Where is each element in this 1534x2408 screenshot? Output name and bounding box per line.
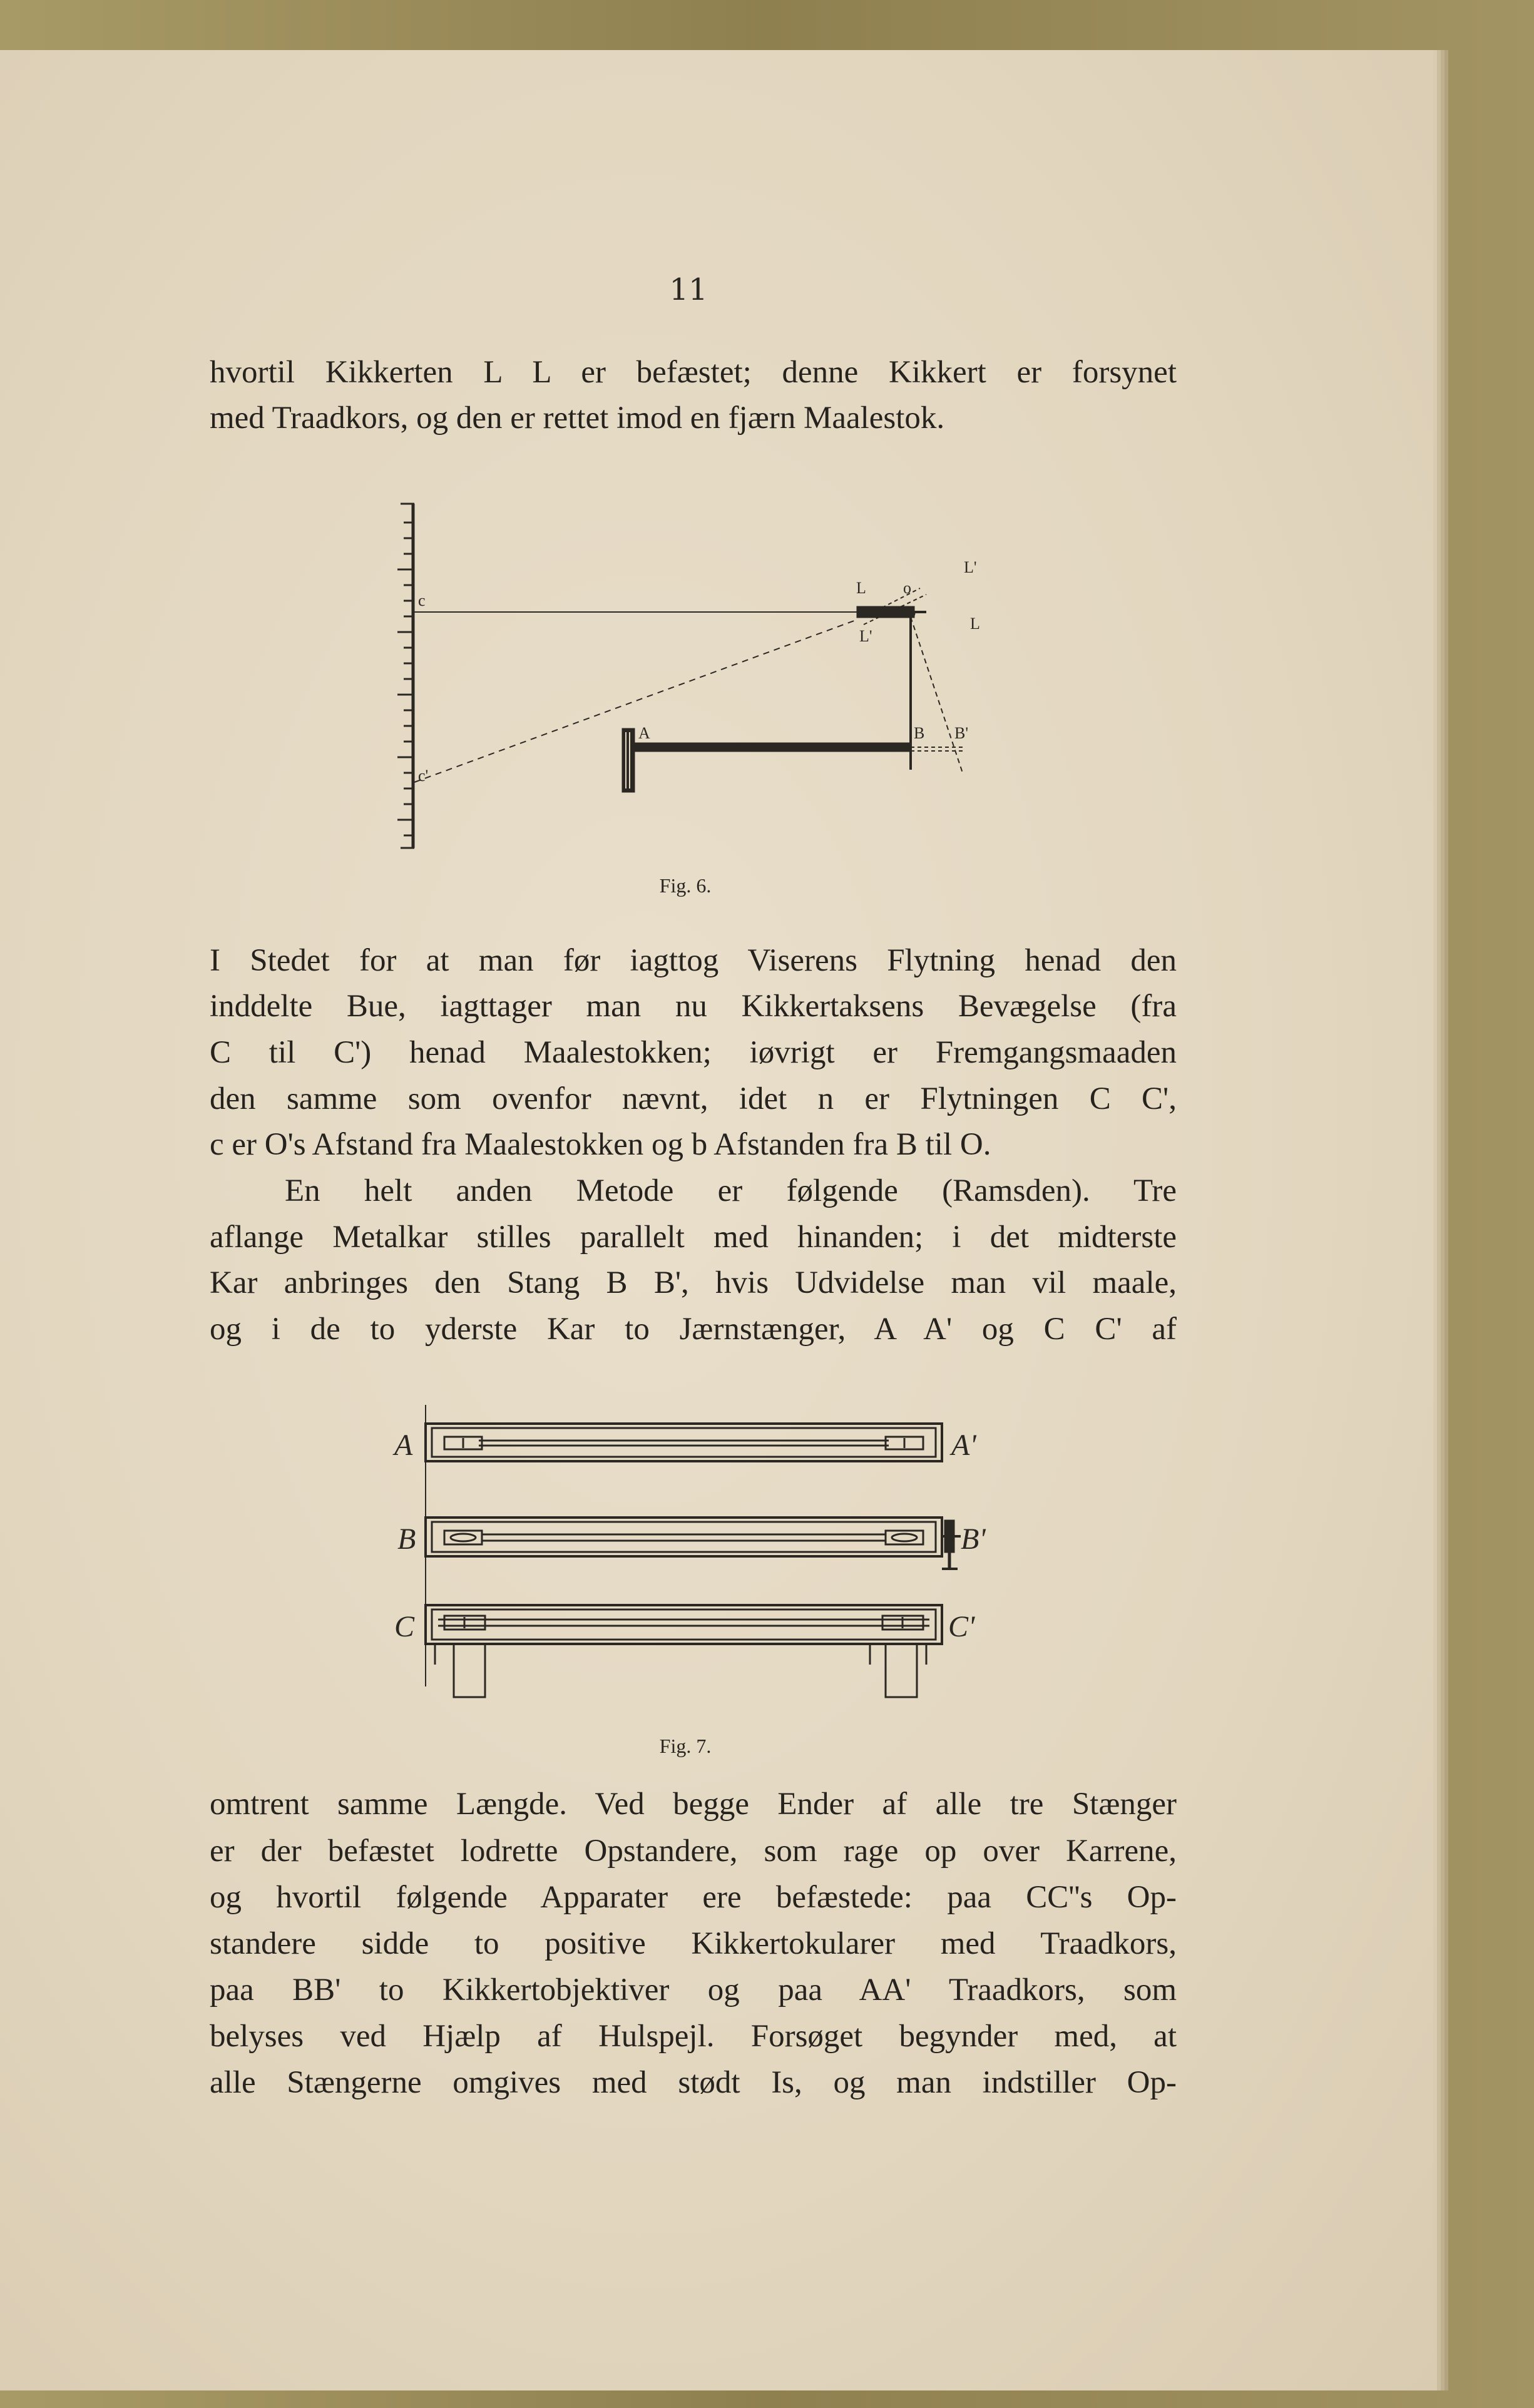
text-line: belyses ved Hjælp af Hulspejl. Forsøget begynder med, at: [210, 2019, 1177, 2054]
label-A-prime: A': [951, 1429, 976, 1462]
label-B: B: [914, 724, 925, 742]
text-line: med Traadkors, og den er rettet imod en fjærn Maalestok.: [210, 400, 945, 436]
text-line: aflange Metalkar stilles parallelt med hinanden; i det midterste: [210, 1220, 1177, 1255]
fixed-block: [623, 729, 634, 792]
label-A: A: [394, 1429, 413, 1462]
label-L-prime-top: L': [964, 558, 977, 576]
text-line: c er O's Afstand fra Maalestokken og b Afstanden fra B til O.: [210, 1127, 991, 1162]
text-line: og hvortil følgende Apparater ere befæstede: paa CC''s Op-: [210, 1880, 1177, 1915]
figure-6-caption: Fig. 6.: [659, 874, 712, 897]
text-line: En helt anden Metode er følgende (Ramsden). Tre: [285, 1173, 1177, 1208]
label-c-prime: c': [418, 767, 429, 785]
label-A: A: [638, 724, 650, 742]
figure-6-diagram: [376, 494, 1001, 870]
label-C-prime: C': [948, 1610, 975, 1643]
label-B-prime: B': [961, 1523, 986, 1556]
text-line: alle Stængerne omgives med stødt Is, og man indstiller Op-: [210, 2065, 1177, 2100]
trough-C: [426, 1605, 942, 1697]
page-number: 11: [669, 272, 708, 307]
label-c: c: [418, 591, 426, 610]
text-line: paa BB' to Kikkertobjektiver og paa AA' Traadkors, som: [210, 1972, 1177, 2008]
trough-B: [426, 1518, 961, 1569]
label-B-prime: B': [954, 724, 969, 742]
text-line: inddelte Bue, iagttager man nu Kikkertaksens Bevægelse (fra: [210, 989, 1177, 1024]
label-C: C: [394, 1610, 415, 1643]
text-line: C til C') henad Maalestokken; iøvrigt er Fremgangsmaaden: [210, 1035, 1177, 1070]
text-line: Kar anbringes den Stang B B', hvis Udvidelse man vil maale,: [210, 1265, 1177, 1300]
label-L-prime-low: L': [859, 627, 872, 645]
trough-A: [426, 1424, 942, 1461]
label-L-top: L: [856, 579, 866, 597]
figure-7-diagram: [376, 1395, 1039, 1721]
label-B: B: [397, 1523, 416, 1556]
text-line: omtrent samme Længde. Ved begge Ender af alle tre Stænger: [210, 1787, 1177, 1822]
label-o: o: [903, 579, 911, 597]
text-line: I Stedet for at man før iagttog Viserens Flytning henad den: [210, 943, 1177, 978]
figure-7-caption: Fig. 7.: [659, 1735, 712, 1757]
text-line: er der befæstet lodrette Opstandere, som rage op over Karrene,: [210, 1834, 1177, 1869]
rod-AB: [632, 743, 911, 751]
text-line: den samme som ovenfor nævnt, idet n er Flytningen C C',: [210, 1081, 1177, 1116]
label-L-right: L: [970, 615, 980, 633]
text-line: hvortil Kikkerten L L er befæstet; denne Kikkert er forsynet: [210, 355, 1177, 390]
text-line: standere sidde to positive Kikkertokularer med Traadkors,: [210, 1926, 1177, 1961]
text-line: og i de to yderste Kar to Jærnstænger, A A' og C C' af: [210, 1312, 1177, 1347]
